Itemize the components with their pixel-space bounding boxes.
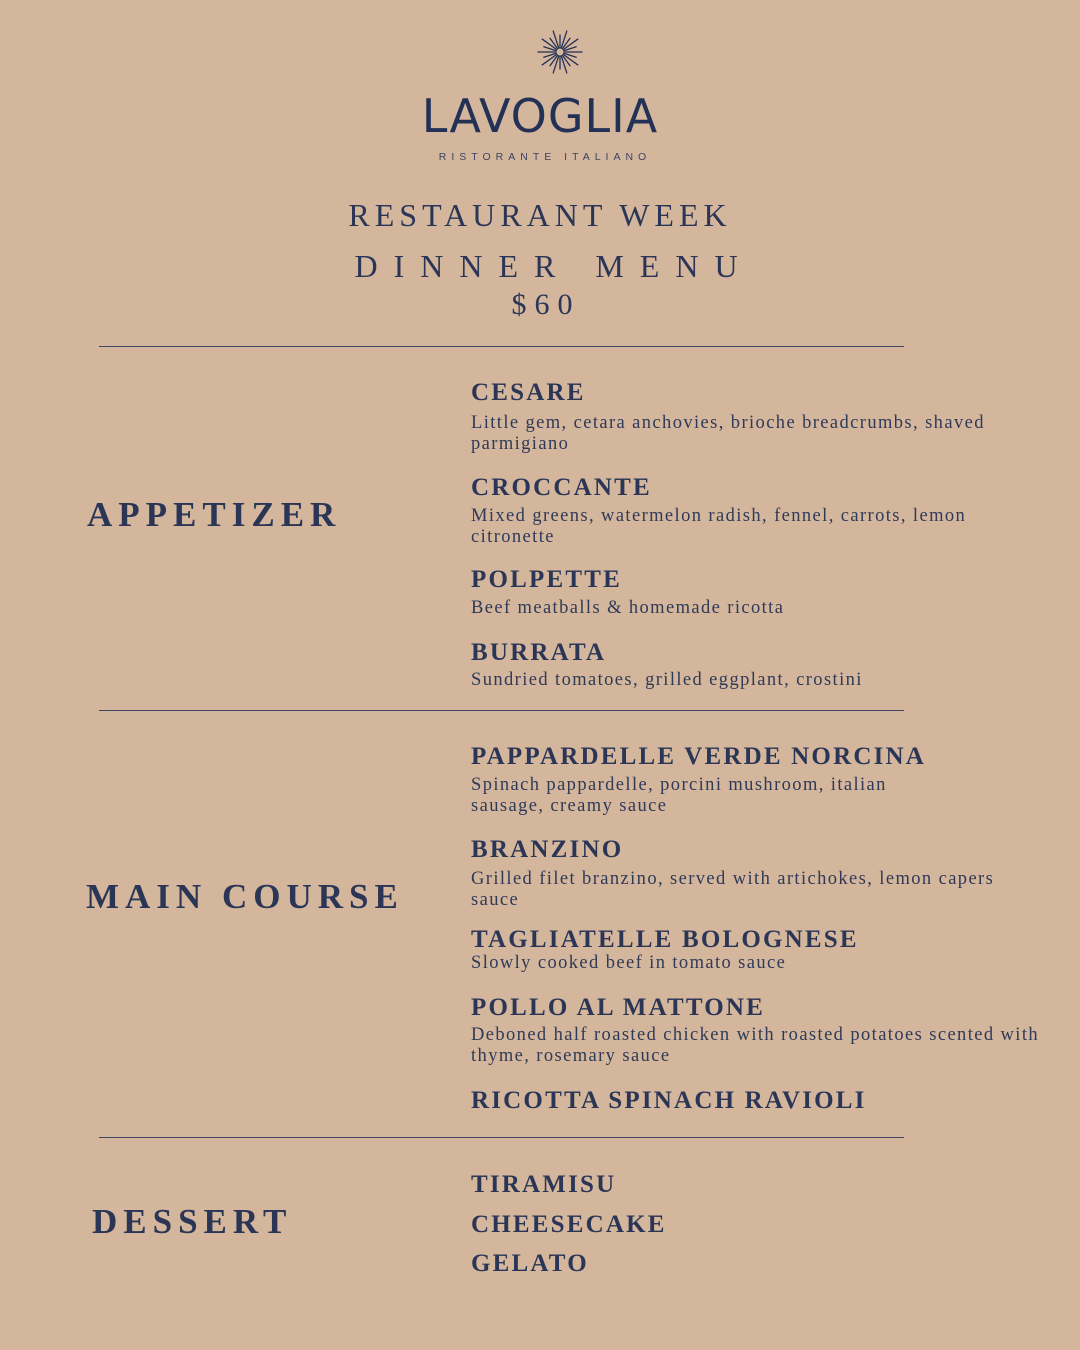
- dish-name: RICOTTA SPINACH RAVIOLI: [471, 1087, 867, 1114]
- section-label-dessert: DESSERT: [92, 1202, 293, 1241]
- divider: [99, 710, 904, 711]
- dish-name: CHEESECAKE: [471, 1211, 667, 1238]
- dish-description: Grilled filet branzino, served with artichokes, lemon capers sauce: [471, 869, 995, 910]
- dish-name: CESARE: [471, 379, 586, 406]
- dish-name: CROCCANTE: [471, 474, 652, 501]
- dish-description: Little gem, cetara anchovies, brioche breadcrumbs, shaved parmigiano: [471, 413, 985, 454]
- dish-description: Beef meatballs & homemade ricotta: [471, 598, 785, 618]
- dish-description: Spinach pappardelle, porcini mushroom, italian sausage, creamy sauce: [471, 775, 887, 816]
- dish-name: BRANZINO: [471, 836, 624, 863]
- sunburst-icon: [535, 27, 585, 77]
- dish-name: TIRAMISU: [471, 1171, 617, 1198]
- dish-description: Deboned half roasted chicken with roasted potatoes scented with thyme, rosemary sauce: [471, 1025, 1040, 1066]
- dish-name: PAPPARDELLE VERDE NORCINA: [471, 743, 927, 770]
- dish-description: Slowly cooked beef in tomato sauce: [471, 953, 787, 973]
- divider: [99, 346, 904, 347]
- brand-tagline: RISTORANTE ITALIANO: [438, 151, 652, 163]
- dish-name: GELATO: [471, 1250, 589, 1277]
- dish-description: Mixed greens, watermelon radish, fennel, carrots, lemon citronette: [471, 506, 967, 547]
- menu-title-line1: RESTAURANT WEEK: [348, 197, 732, 233]
- divider: [99, 1137, 904, 1138]
- menu-title-line2: DINNER MENU: [354, 248, 754, 284]
- dish-description: Sundried tomatoes, grilled eggplant, crostini: [471, 670, 863, 690]
- dish-name: TAGLIATELLE BOLOGNESE: [471, 926, 859, 953]
- brand-name: LAVOGLIA: [421, 89, 659, 143]
- menu-price: $60: [511, 288, 581, 321]
- dish-name: BURRATA: [471, 639, 607, 666]
- dish-name: POLLO AL MATTONE: [471, 994, 766, 1021]
- section-label-main-course: MAIN COURSE: [86, 877, 404, 916]
- dish-name: POLPETTE: [471, 566, 622, 593]
- section-label-appetizer: APPETIZER: [87, 495, 342, 534]
